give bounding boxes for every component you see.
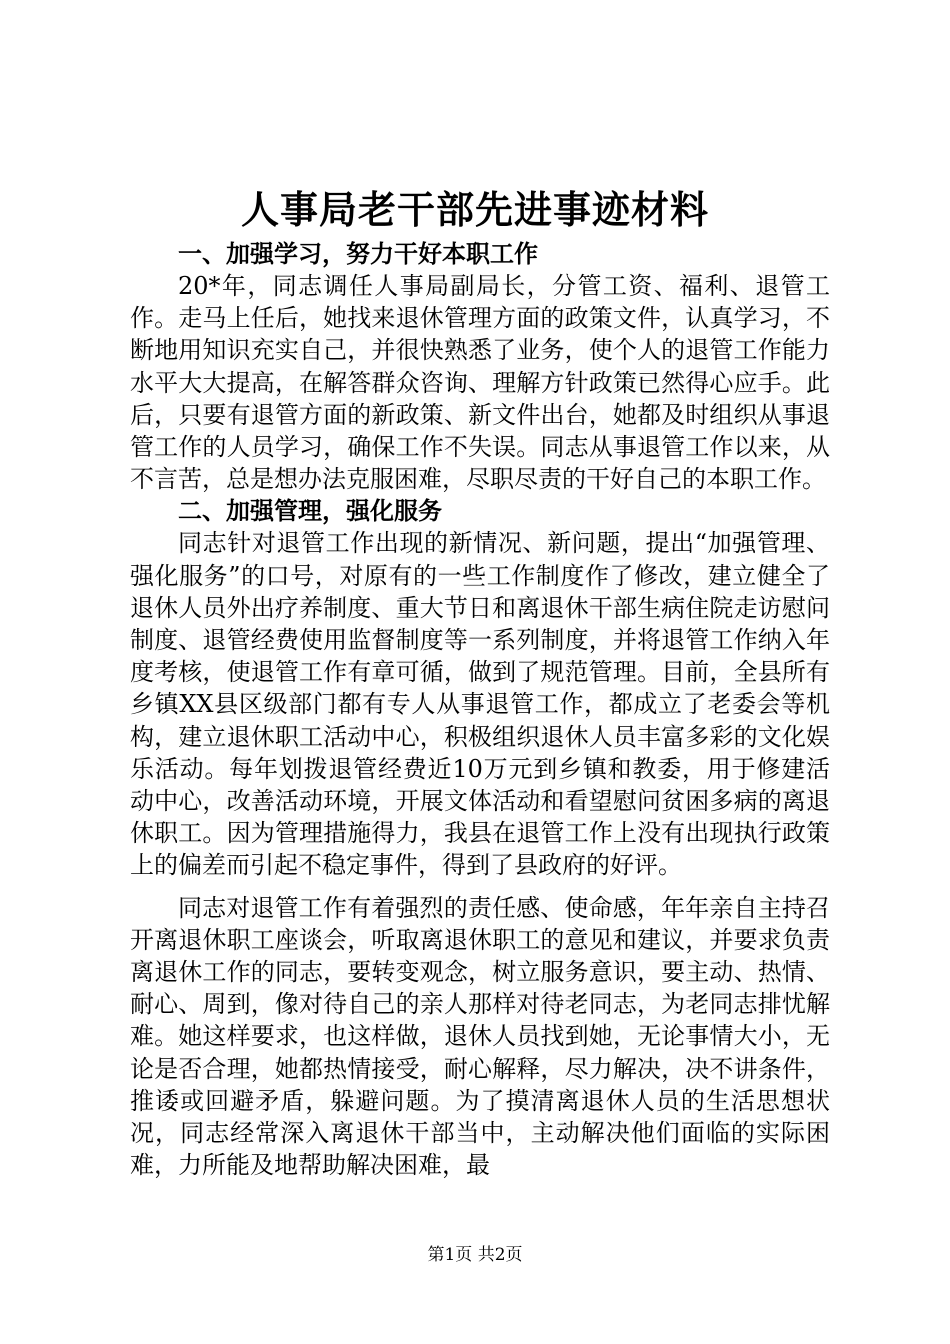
page-footer: 第1页 共2页 [427,1245,523,1265]
section-2-paragraph-2: 同志对退管工作有着强烈的责任感、使命感，年年亲自主持召开离退休职工座谈会，听取离退休职工的意见和建议，并要求负责离退休工作的同志，要转变观念，树立服务意识，要主动、热情、耐心、周到，像对待自己的亲人那样对待老同志，为老同志排忧解难。她这样要求，也这样做，退休人员找到她，无论事情大小，无论是否合理，她都热情接受，耐心解释，尽力解决，决不讲条件，推诿或回避矛盾，躲避问题。为了摸清离退休人员的生活思想状况，同志经常深入离退休干部当中，主动解决他们面临的实际困难，力所能及地帮助解决困难，最 [130,893,830,1180]
section-2-paragraph-1: 同志针对退管工作出现的新情况、新问题，提出“加强管理、强化服务”的口号，对原有的一些工作制度作了修改，建立健全了退休人员外出疗养制度、重大节日和离退休干部生病住院走访慰问制度、退管经费使用监督制度等一系列制度，并将退管工作纳入年度考核，使退管工作有章可循，做到了规范管理。目前，全县所有乡镇XX县区级部门都有专人从事退管工作，都成立了老委会等机构，建立退休职工活动中心，积极组织退休人员丰富多彩的文化娱乐活动。每年划拨退管经费近10万元到乡镇和教委，用于修建活动中心，改善活动环境，开展文体活动和看望慰问贫困多病的离退休职工。因为管理措施得力，我县在退管工作上没有出现执行政策上的偏差而引起不稳定事件，得到了县政府的好评。 [130,529,830,880]
document-title: 人事局老干部先进事迹材料 [240,187,709,232]
document-body [130,238,830,1181]
section-2-heading: 二、加强管理，强化服务 [178,496,442,526]
section-1-heading: 一、加强学习，努力干好本职工作 [178,239,538,268]
section-1-paragraph-1: 20*年，同志调任人事局副局长，分管工资、福利、退管工作。走马上任后，她找来退休管理方面的政策文件，认真学习，不断地用知识充实自己，并很快熟悉了业务，使个人的退管工作能力水平大大提高，在解答群众咨询、理解方针政策已然得心应手。此后，只要有退管方面的新政策、新文件出台，她都及时组织从事退管工作的人员学习，确保工作不失误。同志从事退管工作以来，从不言苦，总是想办法克服困难，尽职尽责的干好自己的本职工作。 [130,272,830,494]
